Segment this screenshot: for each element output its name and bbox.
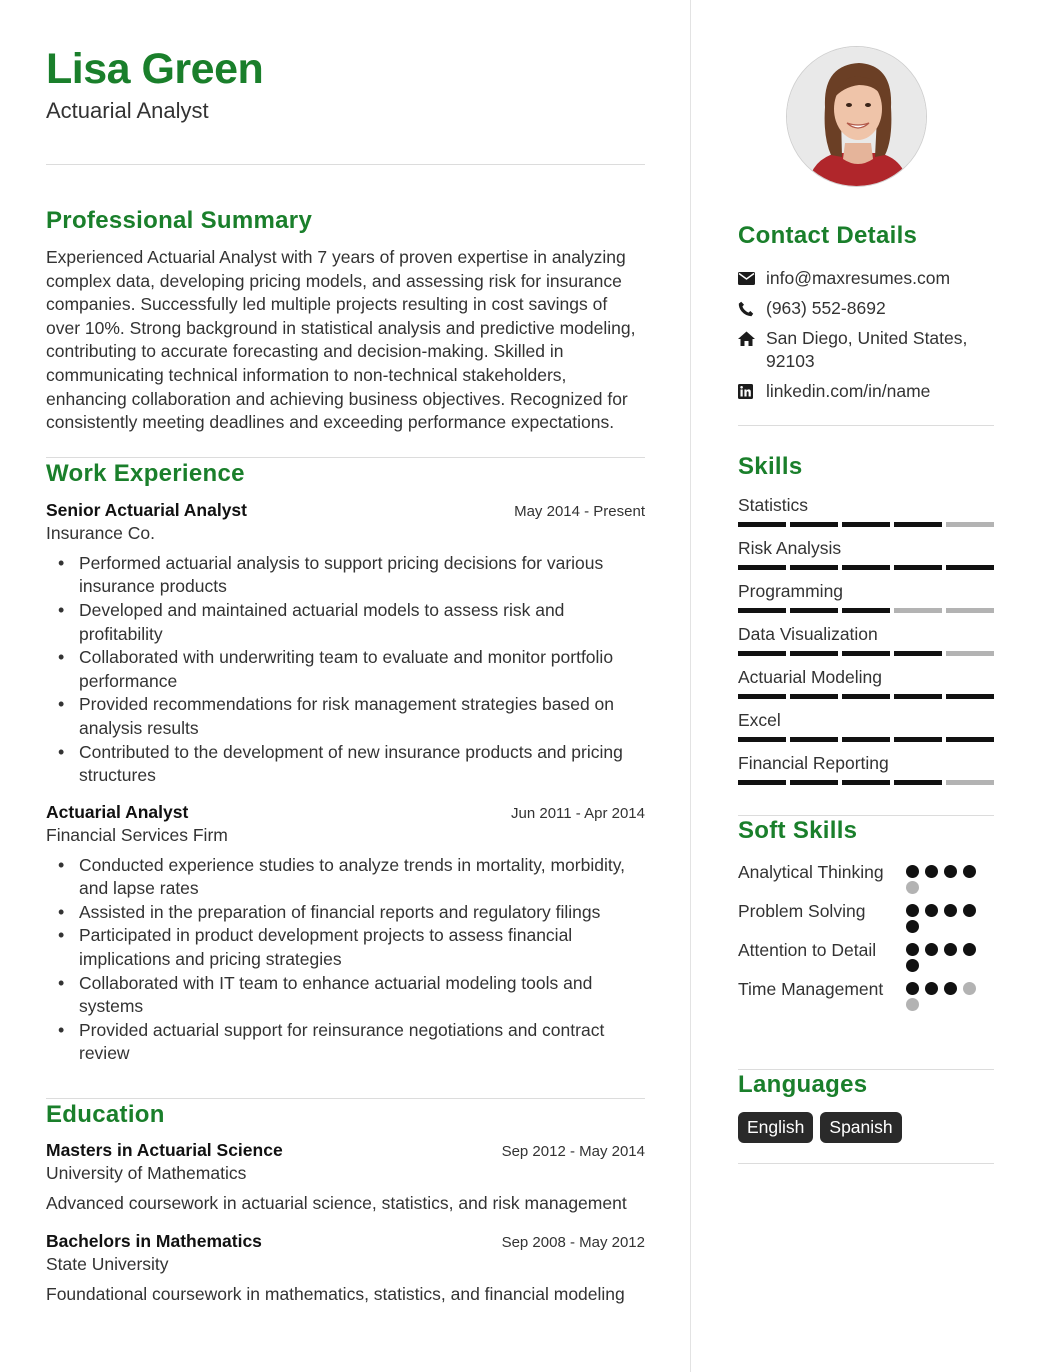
job-bullet: • Conducted experience studies to analyze trends in mortality, morbidity, and lapse rates [46,854,645,901]
soft-skill-name: Time Management [738,979,884,999]
soft-skill-item [738,938,994,972]
rating-dot [925,943,938,956]
skill-level-segment [894,780,942,785]
education-dates: Sep 2012 - May 2014 [501,1143,645,1161]
education-entry [46,1230,645,1307]
candidate-name: Lisa Green [46,45,264,93]
candidate-role: Actuarial Analyst [46,98,209,123]
soft-skill-name: Analytical Thinking [738,862,884,882]
rating-dot [906,982,919,995]
skill-name: Data Visualization [738,624,878,644]
job-bullet: • Provided recommendations for risk management strategies based on analysis results [46,693,645,740]
experience-divider [46,1098,645,1099]
contact-divider [738,425,994,426]
job-bullet: • Participated in product development projects to assess financial implications and pricing strategies [46,924,645,971]
skill-level-segment [894,608,942,613]
skill-item [738,709,994,742]
skill-level-bar [738,651,994,656]
skill-level-segment [946,737,994,742]
rating-dot [944,982,957,995]
job-title: Senior Actuarial Analyst [46,499,247,520]
main-column [46,44,645,1306]
column-divider [690,0,691,1372]
skill-level-segment [842,737,890,742]
skill-item [738,752,994,785]
job-title: Actuarial Analyst [46,801,189,822]
soft-skills-title: Soft Skills [738,817,858,844]
contact-email[interactable] [738,267,994,290]
languages-divider [738,1163,994,1164]
skill-level-segment [738,694,786,699]
soft-skill-name: Problem Solving [738,901,866,921]
soft-skill-item [738,899,994,933]
job-bullets [46,552,645,788]
job-bullet: • Contributed to the development of new insurance products and pricing structures [46,741,645,788]
job-bullet: • Assisted in the preparation of financial reports and regulatory filings [46,901,645,925]
degree-title: Masters in Actuarial Science [46,1140,283,1161]
job-entry [46,801,645,1066]
rating-dot [925,904,938,917]
skill-level-segment [842,522,890,527]
job-company: Insurance Co. [46,522,155,543]
soft-skill-rating [906,938,986,972]
profile-photo [786,46,927,187]
job-bullet: • Developed and maintained actuarial models to assess risk and profitability [46,599,645,646]
linkedin-icon [738,380,766,403]
rating-dot [925,982,938,995]
skill-level-segment [842,565,890,570]
skill-level-bar [738,780,994,785]
skill-level-segment [790,565,838,570]
linkedin-text: linkedin.com/in/name [766,381,931,401]
skill-item [738,537,994,570]
profile-photo-illustration [787,47,927,187]
home-icon [738,327,766,350]
skill-name: Excel [738,710,781,730]
job-bullet: • Provided actuarial support for reinsurance negotiations and contract review [46,1019,645,1066]
skills-title: Skills [738,453,803,480]
job-bullets [46,854,645,1066]
education-section [46,1100,645,1306]
skill-level-segment [842,694,890,699]
rating-dot [906,943,919,956]
soft-skill-name: Attention to Detail [738,940,877,960]
skill-level-bar [738,737,994,742]
rating-dot [906,904,919,917]
education-description: Foundational coursework in mathematics, statistics, and financial modeling [46,1283,625,1304]
education-entry [46,1139,645,1216]
contact-address [738,327,994,373]
language-tag: Spanish [820,1112,901,1143]
language-tag: English [738,1112,813,1143]
skill-name: Programming [738,581,844,601]
skill-level-bar [738,608,994,613]
skill-level-segment [946,780,994,785]
skill-level-segment [738,780,786,785]
education-title: Education [46,1101,165,1129]
summary-title: Professional Summary [46,207,313,234]
skill-level-segment [946,694,994,699]
rating-dot [944,904,957,917]
summary-text: Experienced Actuarial Analyst with 7 years of proven expertise in analyzing complex data, developing pricing models, and assessing risk for insurance companies. Successfully led multiple projects resulting in cost savings of over 10%. Strong background in statistical analysis and predictive modeling, contributing to accurate forecasting and decision-making. Skilled in communicating technical information to non-technical stakeholders, enhancing collaboration and achieving business objectives. Recognized for consistently meeting deadlines and exceeding performance expectations. [46,247,636,433]
phone-text: (963) 552-8692 [766,298,886,318]
school-name: State University [46,1253,169,1274]
skill-level-segment [738,737,786,742]
job-bullet: • Collaborated with underwriting team to evaluate and monitor portfolio performance [46,646,645,693]
email-text: info@maxresumes.com [766,268,951,288]
skill-level-segment [738,565,786,570]
contact-phone[interactable] [738,297,994,320]
languages-section [738,1070,994,1143]
rating-dot [906,865,919,878]
contact-linkedin[interactable] [738,380,994,403]
soft-skills-section [738,816,994,1011]
rating-dot [963,943,976,956]
skill-level-segment [946,565,994,570]
skill-item [738,580,994,613]
skill-item [738,623,994,656]
contact-section [738,221,994,403]
job-bullet: • Performed actuarial analysis to support pricing decisions for various insurance products [46,552,645,599]
rating-dot [963,865,976,878]
skill-level-bar [738,694,994,699]
rating-dot [925,865,938,878]
job-dates: May 2014 - Present [514,502,645,520]
address-text: San Diego, United States, 92103 [766,328,968,371]
skill-level-segment [946,608,994,613]
skill-item [738,666,994,699]
school-name: University of Mathematics [46,1163,247,1184]
skill-name: Risk Analysis [738,538,842,558]
experience-title: Work Experience [46,459,245,487]
rating-dot [963,904,976,917]
skill-level-segment [894,651,942,656]
rating-dot [906,959,919,972]
skill-item [738,494,994,527]
soft-skill-rating [906,977,986,1011]
header-divider [46,164,645,165]
skill-level-bar [738,522,994,527]
skill-level-segment [894,522,942,527]
phone-icon [738,297,766,320]
job-company: Financial Services Firm [46,824,228,845]
rating-dot [944,865,957,878]
skill-level-segment [842,780,890,785]
skill-level-segment [790,651,838,656]
skill-level-segment [842,651,890,656]
skill-level-segment [738,608,786,613]
skill-level-segment [790,522,838,527]
education-description: Advanced coursework in actuarial science, statistics, and risk management [46,1193,627,1214]
skill-level-segment [894,694,942,699]
experience-section [46,459,645,1066]
skill-level-segment [790,608,838,613]
languages-title: Languages [738,1071,868,1098]
rating-dot [906,881,919,894]
skill-level-segment [842,608,890,613]
soft-skill-item [738,977,994,1011]
skill-level-segment [946,651,994,656]
soft-skill-item [738,860,994,894]
job-entry [46,499,645,788]
skill-level-segment [738,522,786,527]
rating-dot [944,943,957,956]
skill-level-segment [946,522,994,527]
rating-dot [963,982,976,995]
rating-dot [906,998,919,1011]
soft-skill-rating [906,860,986,894]
degree-title: Bachelors in Mathematics [46,1230,262,1251]
envelope-icon [738,267,766,290]
skill-name: Statistics [738,495,809,515]
education-dates: Sep 2008 - May 2012 [501,1233,645,1251]
job-dates: Jun 2011 - Apr 2014 [511,804,645,822]
skills-section [738,452,994,785]
summary-section [46,206,645,435]
skill-name: Actuarial Modeling [738,667,882,687]
rating-dot [906,920,919,933]
skill-level-segment [894,737,942,742]
skill-level-bar [738,565,994,570]
soft-skill-rating [906,899,986,933]
skill-level-segment [738,651,786,656]
skill-level-segment [790,694,838,699]
summary-divider [46,457,645,458]
skill-level-segment [894,565,942,570]
contact-title: Contact Details [738,222,918,249]
skill-level-segment [790,780,838,785]
skill-name: Financial Reporting [738,753,889,773]
skill-level-segment [790,737,838,742]
job-bullet: • Collaborated with IT team to enhance actuarial modeling tools and systems [46,972,645,1019]
